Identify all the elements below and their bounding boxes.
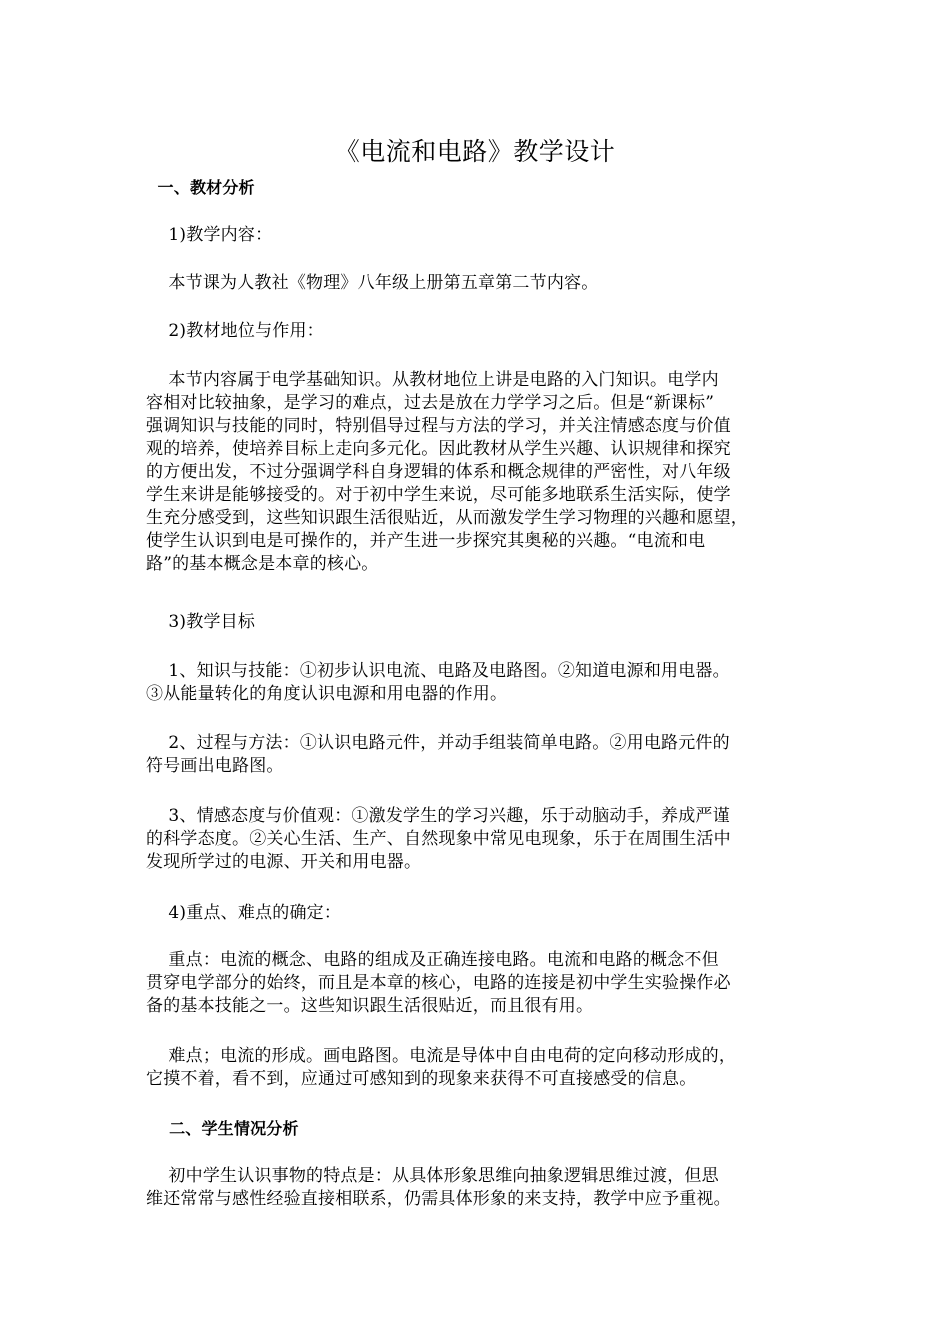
paragraph-objective-knowledge: 1、知识与技能：①初步认识电流、电路及电路图。②知道电源和用电器。 ③从能量转化的角度认识电源和用电器的作用。 bbox=[146, 661, 730, 704]
paragraph-content: 本节课为人教社《物理》八年级上册第五章第二节内容。 bbox=[146, 273, 599, 293]
subheading-objectives: 3)教学目标 bbox=[146, 612, 256, 632]
section-heading-materials: 一、教材分析 bbox=[146, 178, 255, 197]
paragraph-status-role: 本节内容属于电学基础知识。从教材地位上讲是电路的入门知识。电学内 容相对比较抽象，是学习的难点，过去是放在力学学习之后。但是“新课标” 强调知识与技能的同时，特别倡导过程与方法的学习，并关注情感态度与价值 观的培养，使培养目标上走向多元化。因此教材从学生兴趣、认识规律和探究 的方便出发，不过分强调学科自身逻辑的体系和概念规律的严密性，对八年级 学生来讲是能够接受的。对于初中学生来说，尽可能多地联系生活实际，使学 生充分感受到，这些知识跟生活很贴近，从而激发学生学习物理的兴趣和愿望， 使学生认识到电是可操作的，并产生进一步探究其奥秘的兴趣。“电流和电 路”的基本概念是本章的核心。 bbox=[146, 370, 748, 574]
page-title: 《电流和电路》教学设计 bbox=[334, 137, 616, 166]
paragraph-difficult-points: 难点；电流的形成。画电路图。电流是导体中自由电荷的定向移动形成的， 它摸不着，看不到，应通过可感知到的现象来获得不可直接感受的信息。 bbox=[146, 1046, 737, 1089]
paragraph-students: 初中学生认识事物的特点是：从具体形象思维向抽象逻辑思维过渡，但思 维还常常与感性经验直接相联系，仍需具体形象的来支持，教学中应予重视。 bbox=[146, 1166, 731, 1209]
paragraph-objective-process: 2、过程与方法：①认识电路元件，并动手组装简单电路。②用电路元件的 符号画出电路图。 bbox=[146, 733, 730, 776]
subheading-key-points: 4)重点、难点的确定： bbox=[146, 903, 342, 923]
section-heading-students: 二、学生情况分析 bbox=[146, 1119, 299, 1138]
paragraph-key-points: 重点：电流的概念、电路的组成及正确连接电路。电流和电路的概念不但 贯穿电学部分的始终，而且是本章的核心，电路的连接是初中学生实验操作必 备的基本技能之一。这些知识跟生活很贴近，而且很有用。 bbox=[146, 950, 731, 1016]
subheading-status-role: 2)教材地位与作用： bbox=[146, 321, 324, 341]
paragraph-objective-attitude: 3、情感态度与价值观：①激发学生的学习兴趣，乐于动脑动手，养成严谨 的科学态度。②关心生活、生产、自然现象中常见电现象，乐于在周围生活中 发现所学过的电源、开关和用电器。 bbox=[146, 806, 731, 872]
subheading-teaching-content: 1)教学内容： bbox=[146, 225, 273, 245]
